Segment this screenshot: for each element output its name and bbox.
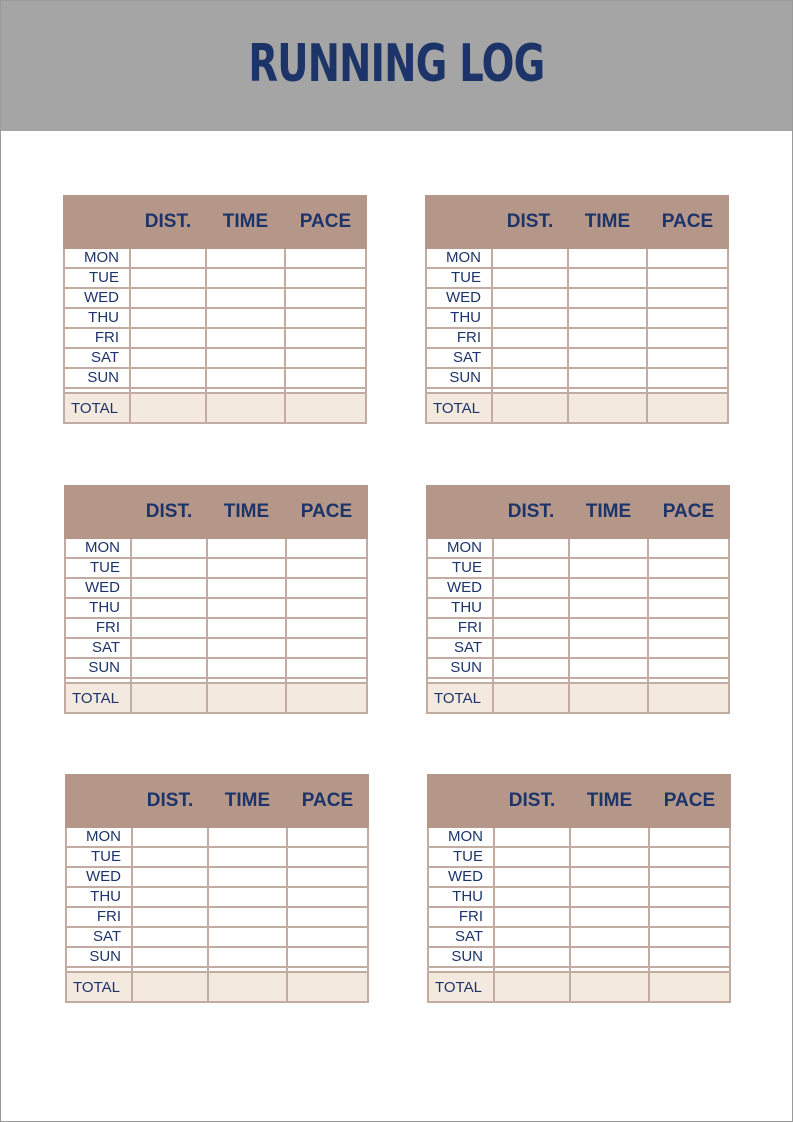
total-cell[interactable] [208, 972, 287, 1002]
day-row [64, 288, 366, 308]
column-header: TIME [206, 196, 285, 248]
header-blank [428, 775, 494, 827]
log-table-4 [426, 485, 728, 731]
day-label: TUE [427, 558, 493, 578]
entry-cell[interactable] [207, 618, 286, 638]
total-label: TOTAL [66, 972, 132, 1002]
day-label: SAT [66, 927, 132, 947]
day-label: TUE [64, 268, 130, 288]
entry-cell[interactable] [130, 248, 206, 268]
entry-cell[interactable] [132, 867, 208, 887]
day-row [427, 558, 729, 578]
entry-cell[interactable] [570, 827, 649, 847]
day-label: THU [66, 887, 132, 907]
entry-cell[interactable] [647, 248, 728, 268]
day-label: WED [66, 867, 132, 887]
entry-cell[interactable] [494, 947, 570, 967]
column-header: TIME [570, 775, 649, 827]
entry-cell[interactable] [647, 328, 728, 348]
entry-cell[interactable] [569, 658, 648, 678]
entry-cell[interactable] [132, 927, 208, 947]
total-row [64, 393, 366, 423]
entry-cell[interactable] [493, 618, 569, 638]
entry-cell[interactable] [568, 348, 647, 368]
log-table-1 [63, 195, 365, 441]
day-row [65, 598, 367, 618]
day-row [426, 328, 728, 348]
entry-cell[interactable] [206, 288, 285, 308]
total-cell[interactable] [286, 683, 367, 713]
total-label: TOTAL [64, 393, 130, 423]
entry-cell[interactable] [570, 887, 649, 907]
entry-cell[interactable] [568, 268, 647, 288]
entry-cell[interactable] [206, 348, 285, 368]
entry-cell[interactable] [492, 268, 568, 288]
day-row [64, 348, 366, 368]
day-label: THU [427, 598, 493, 618]
entry-cell[interactable] [131, 538, 207, 558]
header-blank [427, 486, 493, 538]
entry-cell[interactable] [492, 248, 568, 268]
entry-cell[interactable] [285, 328, 366, 348]
day-label: MON [426, 248, 492, 268]
total-cell[interactable] [648, 683, 729, 713]
day-label: SUN [427, 658, 493, 678]
day-row [65, 618, 367, 638]
entry-cell[interactable] [208, 947, 287, 967]
column-header: PACE [649, 775, 730, 827]
column-header: TIME [208, 775, 287, 827]
entry-cell[interactable] [286, 538, 367, 558]
entry-cell[interactable] [130, 268, 206, 288]
entry-cell[interactable] [648, 598, 729, 618]
entry-cell[interactable] [286, 558, 367, 578]
day-row [428, 947, 730, 967]
column-header: DIST. [131, 486, 207, 538]
entry-cell[interactable] [131, 618, 207, 638]
day-row [66, 827, 368, 847]
entry-cell[interactable] [287, 867, 368, 887]
day-row [428, 827, 730, 847]
entry-cell[interactable] [286, 658, 367, 678]
entry-cell[interactable] [492, 308, 568, 328]
column-header: DIST. [132, 775, 208, 827]
entry-cell[interactable] [569, 538, 648, 558]
day-row [65, 538, 367, 558]
day-row [428, 907, 730, 927]
column-header: TIME [207, 486, 286, 538]
entry-cell[interactable] [131, 658, 207, 678]
day-label: SAT [64, 348, 130, 368]
day-label: MON [428, 827, 494, 847]
day-label: THU [428, 887, 494, 907]
entry-cell[interactable] [131, 638, 207, 658]
day-row [66, 907, 368, 927]
entry-cell[interactable] [206, 328, 285, 348]
day-row [426, 348, 728, 368]
day-label: WED [426, 288, 492, 308]
entry-cell[interactable] [570, 907, 649, 927]
entry-cell[interactable] [287, 907, 368, 927]
entry-cell[interactable] [131, 598, 207, 618]
entry-cell[interactable] [568, 288, 647, 308]
entry-cell[interactable] [568, 248, 647, 268]
total-cell[interactable] [568, 393, 647, 423]
day-label: THU [64, 308, 130, 328]
column-header: DIST. [493, 486, 569, 538]
day-row [64, 248, 366, 268]
total-label: TOTAL [427, 683, 493, 713]
day-label: MON [427, 538, 493, 558]
entry-cell[interactable] [493, 538, 569, 558]
entry-cell[interactable] [207, 558, 286, 578]
entry-cell[interactable] [649, 947, 730, 967]
day-label: MON [66, 827, 132, 847]
total-row [65, 683, 367, 713]
day-label: TUE [65, 558, 131, 578]
day-row [427, 638, 729, 658]
entry-cell[interactable] [648, 558, 729, 578]
total-cell[interactable] [570, 972, 649, 1002]
entry-cell[interactable] [285, 308, 366, 328]
total-cell[interactable] [287, 972, 368, 1002]
column-header: PACE [285, 196, 366, 248]
entry-cell[interactable] [568, 328, 647, 348]
entry-cell[interactable] [570, 867, 649, 887]
entry-cell[interactable] [649, 827, 730, 847]
header-blank [64, 196, 130, 248]
entry-cell[interactable] [287, 847, 368, 867]
entry-cell[interactable] [206, 248, 285, 268]
total-cell[interactable] [130, 393, 206, 423]
entry-cell[interactable] [130, 368, 206, 388]
entry-cell[interactable] [286, 638, 367, 658]
column-header: PACE [287, 775, 368, 827]
entry-cell[interactable] [649, 927, 730, 947]
day-label: FRI [66, 907, 132, 927]
day-row [66, 947, 368, 967]
day-row [64, 368, 366, 388]
day-label: TUE [66, 847, 132, 867]
entry-cell[interactable] [208, 887, 287, 907]
day-label: WED [427, 578, 493, 598]
entry-cell[interactable] [568, 368, 647, 388]
column-header: DIST. [492, 196, 568, 248]
entry-cell[interactable] [132, 907, 208, 927]
entry-cell[interactable] [208, 847, 287, 867]
day-row [428, 927, 730, 947]
column-header: DIST. [494, 775, 570, 827]
day-row [65, 658, 367, 678]
entry-cell[interactable] [494, 847, 570, 867]
day-label: SAT [428, 927, 494, 947]
entry-cell[interactable] [130, 328, 206, 348]
entry-cell[interactable] [493, 558, 569, 578]
entry-cell[interactable] [568, 308, 647, 328]
day-row [426, 248, 728, 268]
entry-cell[interactable] [649, 867, 730, 887]
entry-cell[interactable] [647, 268, 728, 288]
day-label: SUN [64, 368, 130, 388]
entry-cell[interactable] [494, 907, 570, 927]
day-row [426, 268, 728, 288]
entry-cell[interactable] [648, 618, 729, 638]
day-label: SAT [426, 348, 492, 368]
day-label: WED [65, 578, 131, 598]
entry-cell[interactable] [130, 348, 206, 368]
entry-cell[interactable] [570, 927, 649, 947]
day-row [426, 288, 728, 308]
total-cell[interactable] [493, 683, 569, 713]
entry-cell[interactable] [648, 638, 729, 658]
day-label: FRI [427, 618, 493, 638]
entry-cell[interactable] [130, 288, 206, 308]
day-row [426, 308, 728, 328]
entry-cell[interactable] [131, 578, 207, 598]
entry-cell[interactable] [647, 348, 728, 368]
day-row [64, 328, 366, 348]
entry-cell[interactable] [286, 598, 367, 618]
entry-cell[interactable] [207, 638, 286, 658]
entry-cell[interactable] [647, 308, 728, 328]
entry-cell[interactable] [207, 658, 286, 678]
total-cell[interactable] [494, 972, 570, 1002]
entry-cell[interactable] [494, 827, 570, 847]
day-label: THU [426, 308, 492, 328]
entry-cell[interactable] [570, 947, 649, 967]
entry-cell[interactable] [287, 827, 368, 847]
entry-cell[interactable] [287, 927, 368, 947]
day-row [427, 578, 729, 598]
day-label: SUN [428, 947, 494, 967]
entry-cell[interactable] [569, 598, 648, 618]
header-blank [426, 196, 492, 248]
column-header: PACE [647, 196, 728, 248]
page-title: RUNNING LOG [248, 34, 545, 94]
entry-cell[interactable] [493, 578, 569, 598]
entry-cell[interactable] [648, 658, 729, 678]
entry-cell[interactable] [492, 328, 568, 348]
day-row [428, 887, 730, 907]
entry-cell[interactable] [207, 578, 286, 598]
total-cell[interactable] [569, 683, 648, 713]
day-label: FRI [426, 328, 492, 348]
entry-cell[interactable] [493, 638, 569, 658]
day-label: FRI [65, 618, 131, 638]
entry-cell[interactable] [285, 268, 366, 288]
entry-cell[interactable] [648, 538, 729, 558]
entry-cell[interactable] [208, 827, 287, 847]
total-cell[interactable] [285, 393, 366, 423]
day-row [65, 578, 367, 598]
entry-cell[interactable] [206, 268, 285, 288]
entry-cell[interactable] [494, 887, 570, 907]
entry-cell[interactable] [132, 847, 208, 867]
entry-cell[interactable] [649, 887, 730, 907]
entry-cell[interactable] [207, 538, 286, 558]
day-row [428, 847, 730, 867]
day-label: THU [65, 598, 131, 618]
total-row [427, 683, 729, 713]
entry-cell[interactable] [207, 598, 286, 618]
day-row [427, 618, 729, 638]
entry-cell[interactable] [287, 887, 368, 907]
day-row [65, 638, 367, 658]
entry-cell[interactable] [570, 847, 649, 867]
entry-cell[interactable] [649, 907, 730, 927]
entry-cell[interactable] [132, 827, 208, 847]
day-row [65, 558, 367, 578]
entry-cell[interactable] [649, 847, 730, 867]
day-label: TUE [428, 847, 494, 867]
entry-cell[interactable] [208, 927, 287, 947]
total-cell[interactable] [649, 972, 730, 1002]
entry-cell[interactable] [206, 308, 285, 328]
total-cell[interactable] [206, 393, 285, 423]
total-row [66, 972, 368, 1002]
day-label: WED [428, 867, 494, 887]
entry-cell[interactable] [132, 947, 208, 967]
entry-cell[interactable] [647, 368, 728, 388]
day-label: SAT [65, 638, 131, 658]
entry-cell[interactable] [492, 288, 568, 308]
entry-cell[interactable] [285, 288, 366, 308]
header-blank [66, 775, 132, 827]
column-header: TIME [568, 196, 647, 248]
total-cell[interactable] [647, 393, 728, 423]
entry-cell[interactable] [494, 867, 570, 887]
log-table-2 [425, 195, 727, 441]
column-header: DIST. [130, 196, 206, 248]
day-row [66, 847, 368, 867]
day-row [427, 538, 729, 558]
day-label: MON [65, 538, 131, 558]
entry-cell[interactable] [494, 927, 570, 947]
entry-cell[interactable] [286, 618, 367, 638]
column-header: PACE [286, 486, 367, 538]
total-row [426, 393, 728, 423]
day-row [427, 598, 729, 618]
entry-cell[interactable] [647, 288, 728, 308]
day-row [66, 867, 368, 887]
entry-cell[interactable] [648, 578, 729, 598]
entry-cell[interactable] [492, 368, 568, 388]
day-label: FRI [428, 907, 494, 927]
column-header: TIME [569, 486, 648, 538]
log-table-3 [64, 485, 366, 731]
total-label: TOTAL [65, 683, 131, 713]
column-header: PACE [648, 486, 729, 538]
day-label: SUN [426, 368, 492, 388]
entry-cell[interactable] [131, 558, 207, 578]
entry-cell[interactable] [286, 578, 367, 598]
day-label: FRI [64, 328, 130, 348]
header-blank [65, 486, 131, 538]
entry-cell[interactable] [208, 907, 287, 927]
entry-cell[interactable] [206, 368, 285, 388]
entry-cell[interactable] [493, 598, 569, 618]
day-row [64, 308, 366, 328]
total-cell[interactable] [207, 683, 286, 713]
day-label: TUE [426, 268, 492, 288]
day-row [64, 268, 366, 288]
total-cell[interactable] [132, 972, 208, 1002]
total-cell[interactable] [492, 393, 568, 423]
entry-cell[interactable] [132, 887, 208, 907]
day-label: WED [64, 288, 130, 308]
total-label: TOTAL [426, 393, 492, 423]
entry-cell[interactable] [208, 867, 287, 887]
entry-cell[interactable] [569, 558, 648, 578]
day-label: SUN [66, 947, 132, 967]
entry-cell[interactable] [569, 638, 648, 658]
day-label: MON [64, 248, 130, 268]
total-row [428, 972, 730, 1002]
entry-cell[interactable] [493, 658, 569, 678]
entry-cell[interactable] [492, 348, 568, 368]
day-label: SAT [427, 638, 493, 658]
total-label: TOTAL [428, 972, 494, 1002]
day-row [426, 368, 728, 388]
entry-cell[interactable] [285, 368, 366, 388]
day-row [66, 927, 368, 947]
log-table-6 [427, 774, 729, 1020]
total-cell[interactable] [131, 683, 207, 713]
day-row [427, 658, 729, 678]
entry-cell[interactable] [285, 248, 366, 268]
log-table-5 [65, 774, 367, 1020]
entry-cell[interactable] [569, 618, 648, 638]
entry-cell[interactable] [569, 578, 648, 598]
entry-cell[interactable] [285, 348, 366, 368]
day-label: SUN [65, 658, 131, 678]
entry-cell[interactable] [130, 308, 206, 328]
day-row [428, 867, 730, 887]
day-row [66, 887, 368, 907]
entry-cell[interactable] [287, 947, 368, 967]
